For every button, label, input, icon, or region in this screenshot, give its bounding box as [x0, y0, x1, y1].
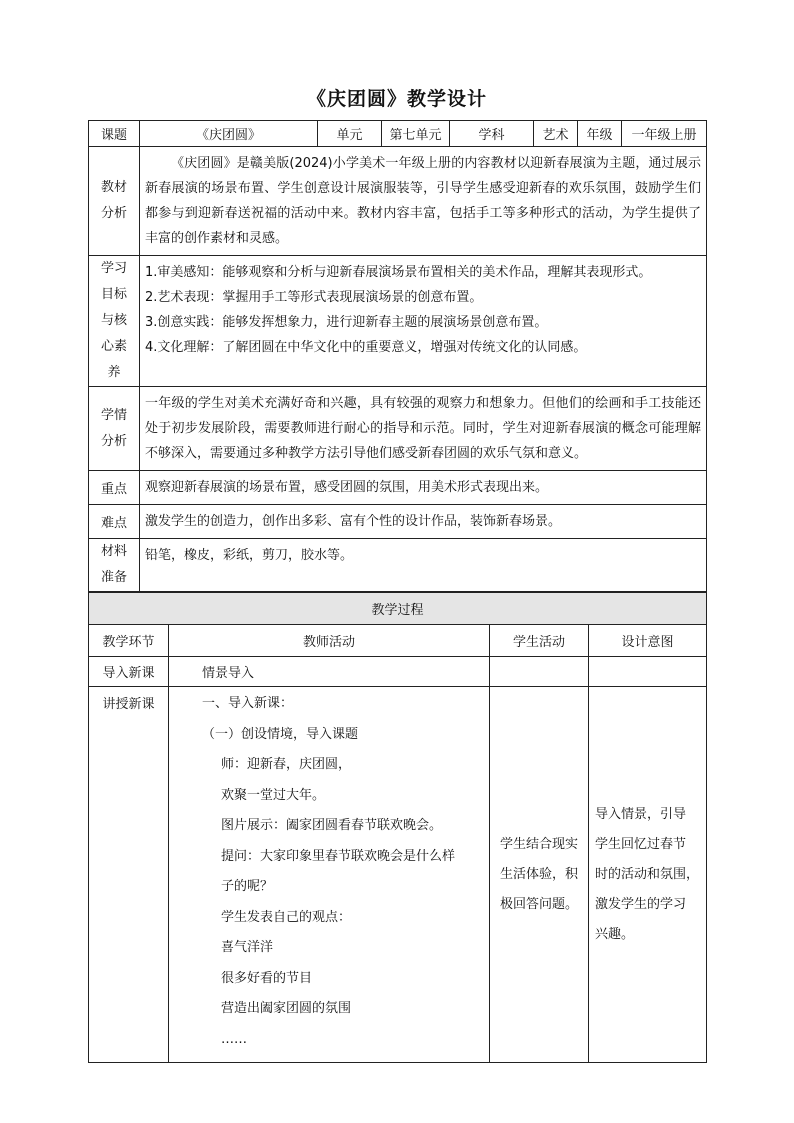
intro-design-intent: [589, 657, 707, 687]
intro-teacher-activity: 情景导入: [169, 657, 490, 687]
teacher-line: 营造出阖家团圆的氛围: [221, 1001, 352, 1016]
objectives-row: [89, 256, 707, 387]
teacher-line: 师：迎新春，庆团圆，: [221, 757, 352, 772]
learner-analysis-text: 一年级的学生对美术充满好奇和兴趣，具有较强的观察力和想象力。但他们的绘画和手工技能还处于初步发展阶段，需要教师进行耐心的指导和示范。同时，学生对迎新春展演的概念可能理解不够深入，需要通过多种教学方法引导他们感受新春团圆的欢乐气氛和意义。: [140, 387, 707, 471]
teacher-line: 图片展示：阖家团圆看春节联欢晚会。: [221, 818, 443, 833]
teacher-line: 提问：大家印象里春节联欢晚会是什么样: [221, 848, 456, 864]
info-row: [89, 121, 707, 147]
process-section-row: [89, 593, 707, 625]
teacher-line: ……: [221, 1031, 247, 1047]
col-header-stage: 教学环节: [89, 625, 169, 657]
objective-item: 2.艺术表现：掌握用手工等形式表现展演场景的创意布置。: [145, 290, 483, 305]
col-header-teacher: 教师活动: [169, 625, 490, 657]
difficulty-label: 难点: [89, 505, 140, 539]
teacher-line: 欢聚一堂过大年。: [221, 787, 326, 803]
objectives-label: 学习 目标 与核 心素 养: [89, 256, 140, 387]
teacher-line: （一）创设情境，导入课题: [202, 726, 359, 742]
material-analysis-text: 《庆团圆》是赣美版(2024)小学美术一年级上册的内容教材以迎新春展演为主题，通过展示新春展演的场景布置、学生创意设计展演服装等，引导学生感受迎新春的欢乐氛围，鼓励学生们都参与到迎新春送祝福的活动中来。教材内容丰富，包括手工等多种形式的活动，为学生提供了丰富的创作素材和灵感。: [140, 147, 707, 256]
objective-item: 1.审美感知：能够观察和分析与迎新春展演场景布置相关的美术作品，理解其表现形式。: [145, 265, 652, 280]
intro-student-activity: [490, 657, 589, 687]
lecture-design-intent: 导入情景，引导 学生回忆过春节 时的活动和氛围， 激发学生的学习 兴趣。: [589, 687, 707, 1063]
teacher-line: 很多好看的节目: [221, 970, 313, 986]
key-point-row: [89, 471, 707, 505]
col-header-student: 学生活动: [490, 625, 589, 657]
lecture-stage: 讲授新课: [89, 687, 169, 1063]
grade-label: 年级: [578, 121, 622, 147]
objective-item: 3.创意实践：能够发挥想象力，进行迎新春主题的展演场景创意布置。: [145, 315, 548, 330]
difficulty-row: [89, 505, 707, 539]
teacher-line: 学生发表自己的观点：: [221, 909, 352, 925]
page-title: 《庆团圆》教学设计: [306, 88, 487, 110]
topic-label: 课题: [89, 121, 140, 147]
lecture-student-activity: 学生结合现实 生活体验，积 极回答问题。: [490, 687, 589, 1063]
key-point-text: 观察迎新春展演的场景布置，感受团圆的氛围，用美术形式表现出来。: [140, 471, 707, 505]
subject-label: 学科: [450, 121, 534, 147]
material-analysis-label: 教材 分析: [89, 147, 140, 256]
subject-value: 艺术: [534, 121, 578, 147]
materials-text: 铅笔，橡皮，彩纸，剪刀，胶水等。: [140, 539, 707, 592]
process-section-title: 教学过程: [89, 593, 707, 625]
learner-analysis-row: [89, 387, 707, 471]
topic-value: 《庆团圆》: [140, 121, 318, 147]
objective-item: 4.文化理解：了解团圆在中华文化中的重要意义，增强对传统文化的认同感。: [145, 340, 587, 355]
objectives-list: [140, 256, 707, 387]
teacher-line: 喜气洋洋: [221, 940, 274, 955]
intro-stage: 导入新课: [89, 657, 169, 687]
process-header-row: [89, 625, 707, 657]
learner-analysis-label: 学情 分析: [89, 387, 140, 471]
intro-row: [89, 657, 707, 687]
lecture-teacher-activity: [169, 687, 490, 1063]
lesson-info-table: [88, 120, 707, 617]
key-point-label: 重点: [89, 471, 140, 505]
difficulty-text: 激发学生的创造力，创作出多彩、富有个性的设计作品，装饰新春场景。: [140, 505, 707, 539]
material-analysis-row: [89, 147, 707, 256]
col-header-intent: 设计意图: [589, 625, 707, 657]
teacher-line: 子的呢？: [221, 879, 274, 894]
unit-label: 单元: [318, 121, 382, 147]
teacher-line: 一、导入新课：: [202, 696, 294, 711]
unit-value: 第七单元: [382, 121, 450, 147]
materials-row: [89, 539, 707, 592]
grade-value: 一年级上册: [622, 121, 707, 147]
materials-label: 材料 准备: [89, 539, 140, 592]
teaching-process-table: [88, 592, 707, 1063]
lecture-row: [89, 687, 707, 1063]
